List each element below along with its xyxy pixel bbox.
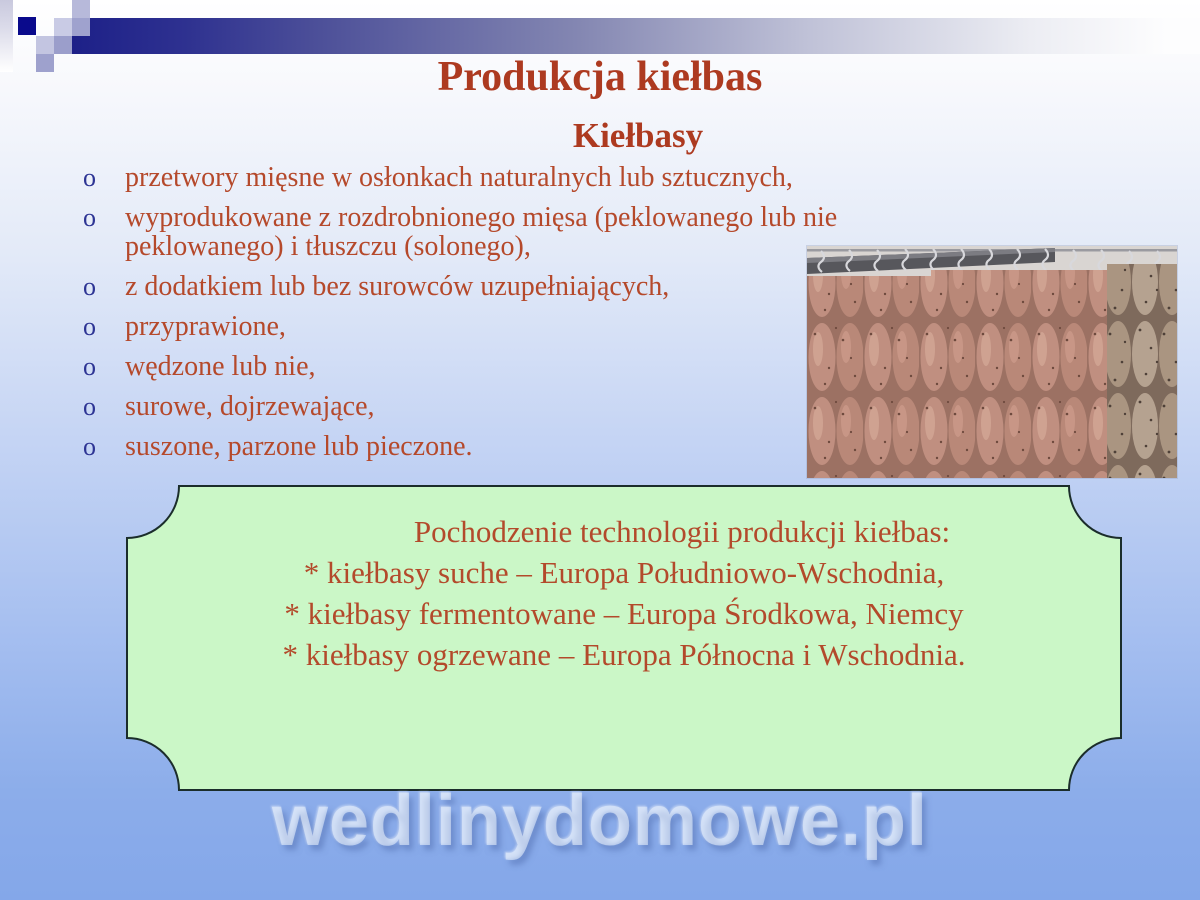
origin-box <box>125 484 1123 792</box>
pixel-square-light <box>54 18 72 36</box>
bullet-marker: o <box>83 312 96 341</box>
pixel-square-navy <box>18 17 36 35</box>
watermark-text: wedlinydomowe.pl <box>271 781 929 861</box>
bullet-marker: o <box>83 272 96 301</box>
bullet-marker: o <box>83 352 96 381</box>
bullet-text: przyprawione, <box>125 311 286 342</box>
bullet-marker: o <box>83 432 96 461</box>
bullet-text: surowe, dojrzewające, <box>125 391 375 422</box>
slide-subtitle: Kiełbasy <box>572 116 704 155</box>
sausages-photo <box>807 246 1177 478</box>
origin-box-text <box>125 511 1123 675</box>
bullet-text: wędzone lub nie, <box>125 351 316 382</box>
origin-box-line: * kiełbasy suche – Europa Południowo-Wschodnia, <box>303 555 945 590</box>
bullet-marker: o <box>83 163 96 192</box>
photo-sausages-right <box>1107 264 1177 478</box>
list-item <box>83 163 963 192</box>
bullet-text: z dodatkiem lub bez surowców uzupełniających, <box>125 271 670 302</box>
origin-box-line: * kiełbasy ogrzewane – Europa Północna i Wschodnia. <box>282 637 966 672</box>
bullet-text: wyprodukowane z rozdrobnionego mięsa (peklowanego lub nie peklowanego) i tłuszczu (solonego), <box>125 202 838 262</box>
pixel-square-lavender-top <box>72 0 90 18</box>
bullet-marker: o <box>83 392 96 421</box>
bullet-marker: o <box>83 203 96 232</box>
origin-box-line: * kiełbasy fermentowane – Europa Środkowa, Niemcy <box>284 596 964 631</box>
pixel-square-step <box>72 18 90 36</box>
photo-sausages-middle <box>931 270 1117 478</box>
bullet-text: suszone, parzone lub pieczone. <box>125 431 473 462</box>
pixel-square-light-2 <box>36 36 54 54</box>
origin-box-heading: Pochodzenie technologii produkcji kiełbas: <box>413 514 951 549</box>
photo-sausages-left <box>807 276 937 478</box>
slide-title: Produkcja kiełbas <box>437 54 763 100</box>
pixel-square-medium <box>54 36 72 54</box>
header-gradient-bar <box>72 18 1200 54</box>
sausages-photo-art <box>807 246 1177 478</box>
bullet-text: przetwory mięsne w osłonkach naturalnych lub sztucznych, <box>125 162 793 193</box>
